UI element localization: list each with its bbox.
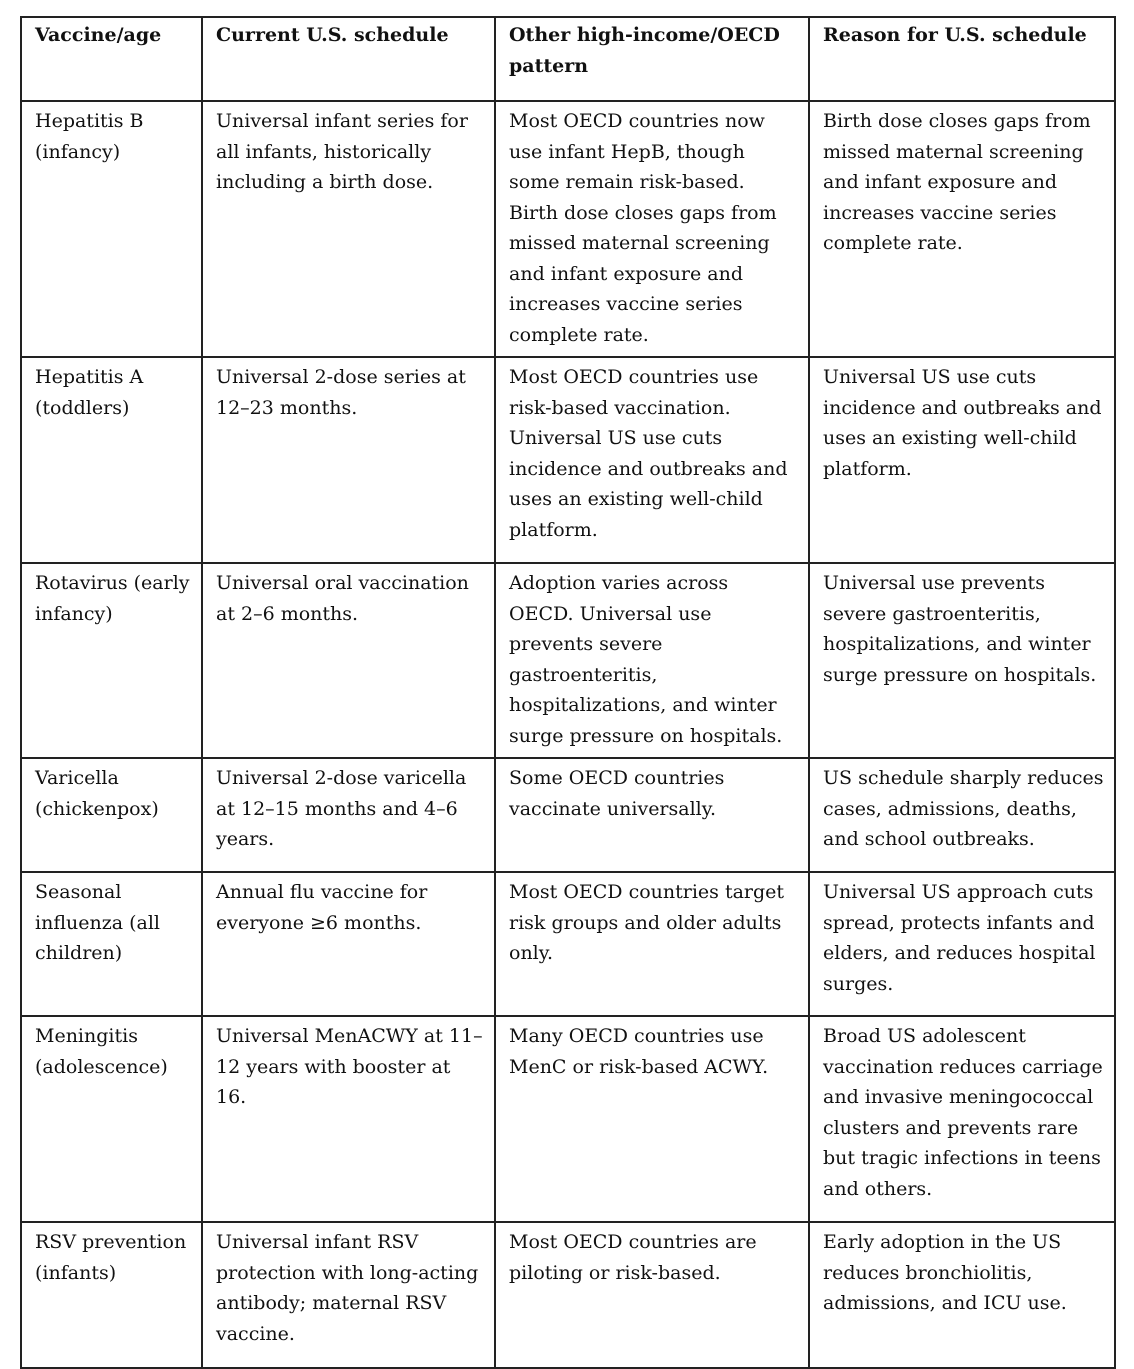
cell-current-us-schedule: Universal MenACWY at 11–12 years with booster at 16. [202,1016,495,1222]
cell-current-us-schedule: Universal 2-dose series at 12–23 months. [202,357,495,563]
cell-reason-us-schedule: Birth dose closes gaps from missed maternal screening and infant exposure and increases vaccine series complete rate. [809,101,1115,357]
cell-vaccine-age: RSV prevention (infants) [21,1222,202,1368]
header-reason-us-schedule: Reason for U.S. schedule [809,17,1115,101]
cell-current-us-schedule: Universal infant series for all infants, historically including a birth dose. [202,101,495,357]
cell-vaccine-age: Varicella (chickenpox) [21,758,202,872]
cell-current-us-schedule: Annual flu vaccine for everyone ≥6 months. [202,872,495,1016]
cell-reason-us-schedule: Universal use prevents severe gastroenteritis, hospitalizations, and winter surge pressure on hospitals. [809,563,1115,758]
cell-reason-us-schedule: Broad US adolescent vaccination reduces carriage and invasive meningococcal clusters and prevents rare but tragic infections in teens and others. [809,1016,1115,1222]
cell-vaccine-age: Hepatitis A (toddlers) [21,357,202,563]
header-oecd-pattern: Other high-income/OECD pattern [495,17,809,101]
table-row [21,872,1115,1016]
cell-oecd-pattern: Most OECD countries are piloting or risk-based. [495,1222,809,1368]
cell-oecd-pattern: Most OECD countries use risk-based vaccination. Universal US use cuts incidence and outbreaks and uses an existing well-child platform. [495,357,809,563]
table-row [21,1222,1115,1368]
cell-reason-us-schedule: US schedule sharply reduces cases, admissions, deaths, and school outbreaks. [809,758,1115,872]
table-row [21,101,1115,357]
cell-oecd-pattern: Most OECD countries target risk groups and older adults only. [495,872,809,1016]
cell-oecd-pattern: Many OECD countries use MenC or risk-based ACWY. [495,1016,809,1222]
cell-vaccine-age: Rotavirus (early infancy) [21,563,202,758]
cell-oecd-pattern: Most OECD countries now use infant HepB, though some remain risk-based. Birth dose closes gaps from missed maternal screening and infant exposure and increases vaccine series complete rate. [495,101,809,357]
cell-oecd-pattern: Some OECD countries vaccinate universally. [495,758,809,872]
table-row [21,563,1115,758]
cell-current-us-schedule: Universal 2-dose varicella at 12–15 months and 4–6 years. [202,758,495,872]
cell-vaccine-age: Hepatitis B (infancy) [21,101,202,357]
table-header-row [21,17,1115,101]
cell-current-us-schedule: Universal oral vaccination at 2–6 months. [202,563,495,758]
cell-reason-us-schedule: Universal US use cuts incidence and outbreaks and uses an existing well-child platform. [809,357,1115,563]
cell-vaccine-age: Seasonal influenza (all children) [21,872,202,1016]
table-row [21,758,1115,872]
header-current-us-schedule: Current U.S. schedule [202,17,495,101]
cell-vaccine-age: Meningitis (adolescence) [21,1016,202,1222]
cell-oecd-pattern: Adoption varies across OECD. Universal use prevents severe gastroenteritis, hospitalizations, and winter surge pressure on hospitals. [495,563,809,758]
vaccine-schedule-table [20,16,1116,1369]
header-vaccine-age: Vaccine/age [21,17,202,101]
cell-reason-us-schedule: Universal US approach cuts spread, protects infants and elders, and reduces hospital surges. [809,872,1115,1016]
table-row [21,1016,1115,1222]
cell-current-us-schedule: Universal infant RSV protection with long-acting antibody; maternal RSV vaccine. [202,1222,495,1368]
cell-reason-us-schedule: Early adoption in the US reduces bronchiolitis, admissions, and ICU use. [809,1222,1115,1368]
table-row [21,357,1115,563]
